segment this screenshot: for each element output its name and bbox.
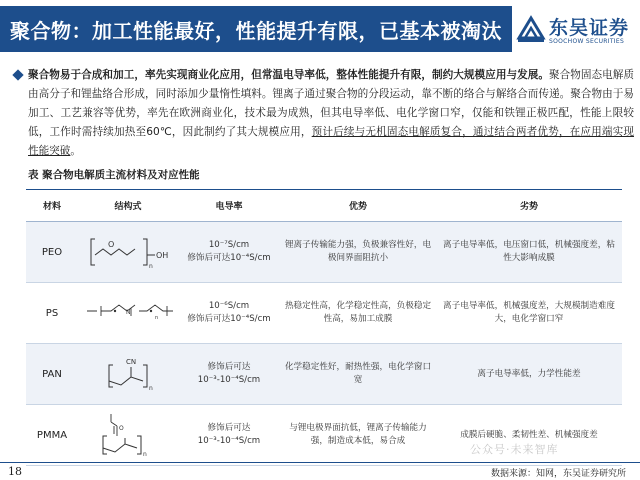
table-row — [26, 344, 622, 405]
conductivity-cell: 10⁻⁷S/cm 修饰后可达10⁻⁴S/cm — [187, 240, 271, 263]
disadvantage-cell: 离子电导率低，电压窗口低，机械强度差，粘性大影响成膜 — [443, 240, 615, 263]
material-cell: PEO — [41, 246, 63, 258]
ps-structure-formula — [81, 286, 181, 336]
advantage-cell: 与锂电极界面抗低，锂离子传输能力强，制造成本低，易合成 — [289, 423, 427, 446]
data-source: 数据来源：知网，东吴证券研究所 — [490, 469, 626, 479]
svg-text:O: O — [119, 424, 124, 432]
table-row — [26, 283, 622, 344]
disadvantage-cell: 成膜后硬脆、柔韧性差、机械强度差 — [460, 429, 598, 440]
page-number: 18 — [8, 465, 22, 478]
svg-text:O: O — [108, 239, 115, 249]
svg-text:n: n — [149, 262, 153, 270]
disadvantage-cell: 离子电导率低，机械强度差，大规模制造难度大，电化学窗口窄 — [443, 301, 615, 324]
brand-logo — [516, 8, 636, 52]
material-cell: PS — [45, 307, 59, 319]
structure-cell — [78, 286, 178, 341]
svg-text:n: n — [149, 384, 153, 392]
structure-cell — [78, 225, 178, 280]
disadvantage-cell: 离子电导率低，力学性能差 — [477, 368, 581, 379]
header-structure: 结构式 — [114, 202, 142, 212]
summary-body: 聚合物固态电解质由高分子和锂盐络合形成，同时添加少量惰性填料。锂离子通过聚合物的分段运动，靠不断的络合与解络合而传递。聚合物由于易加工、工艺兼容等优势，率先在欧洲商业化，技术最为成熟，但其电导率低、电化学窗口窄，仅能和铁锂正极匹配，性能上限较低，工作时需持续加热至60℃，因此制约了其大规模应用， — [28, 69, 635, 138]
advantage-cell: 热稳定性高，化学稳定性高，负极稳定性高，易加工成膜 — [284, 301, 432, 324]
title-bar — [0, 6, 512, 52]
header-advantage: 优势 — [348, 202, 367, 212]
structure-cell — [78, 347, 178, 402]
summary-paragraph — [28, 66, 634, 161]
structure-cell — [78, 408, 178, 463]
brand-mark-icon — [516, 14, 546, 44]
slide-header — [0, 0, 640, 58]
svg-text:n: n — [143, 450, 147, 458]
conductivity-cell: 修饰后可达 10⁻³-10⁻⁴S/cm — [197, 362, 261, 385]
header-conductivity: 电导率 — [215, 202, 243, 212]
svg-text:N: N — [126, 308, 131, 316]
svg-text:CN: CN — [126, 357, 137, 366]
table-row — [26, 222, 622, 283]
header-material: 材料 — [42, 202, 61, 212]
conductivity-cell: 10⁻⁶S/cm 修饰后可达10⁻⁴S/cm — [187, 301, 271, 324]
electrolyte-table — [26, 189, 622, 466]
summary-highlight: 预计后续与无机固态电解质复合，通过结合两者优势，在应用端实现性能突破 — [28, 126, 634, 157]
logo-text-cn: 东吴证券 — [549, 17, 630, 39]
svg-text:n: n — [155, 314, 159, 321]
header-disadvantage: 劣势 — [519, 202, 538, 212]
logo-text-en: SOOCHOW SECURITIES — [549, 38, 625, 45]
summary-block — [14, 66, 634, 162]
peo-structure-formula — [81, 225, 181, 275]
pmma-structure-formula — [81, 408, 181, 458]
slide-footer — [0, 462, 640, 480]
summary-end: 。 — [70, 145, 81, 157]
diamond-bullet-icon — [12, 69, 23, 80]
watermark: 公众号·未来智库 — [470, 443, 559, 456]
table-caption: 表 聚合物电解质主流材料及对应性能 — [28, 169, 200, 181]
page-title: 聚合物：加工性能最好，性能提升有限，已基本被淘汰 — [10, 19, 502, 43]
material-cell: PMMA — [36, 429, 68, 441]
conductivity-cell: 修饰后可达 10⁻³-10⁻⁴S/cm — [197, 423, 261, 446]
summary-lead: 聚合物易于合成和加工，率先实现商业化应用，但常温电导率低，整体性能提升有限，制约大规模应用与发展。 — [28, 69, 549, 81]
advantage-cell: 锂离子传输能力强，负极兼容性好，电极间界面阻抗小 — [284, 240, 432, 263]
material-cell: PAN — [42, 368, 62, 380]
table-header-row — [26, 190, 622, 222]
advantage-cell: 化学稳定性好，耐热性强，电化学窗口宽 — [284, 362, 432, 385]
svg-text:OH: OH — [156, 250, 169, 260]
pan-structure-formula — [81, 347, 181, 397]
